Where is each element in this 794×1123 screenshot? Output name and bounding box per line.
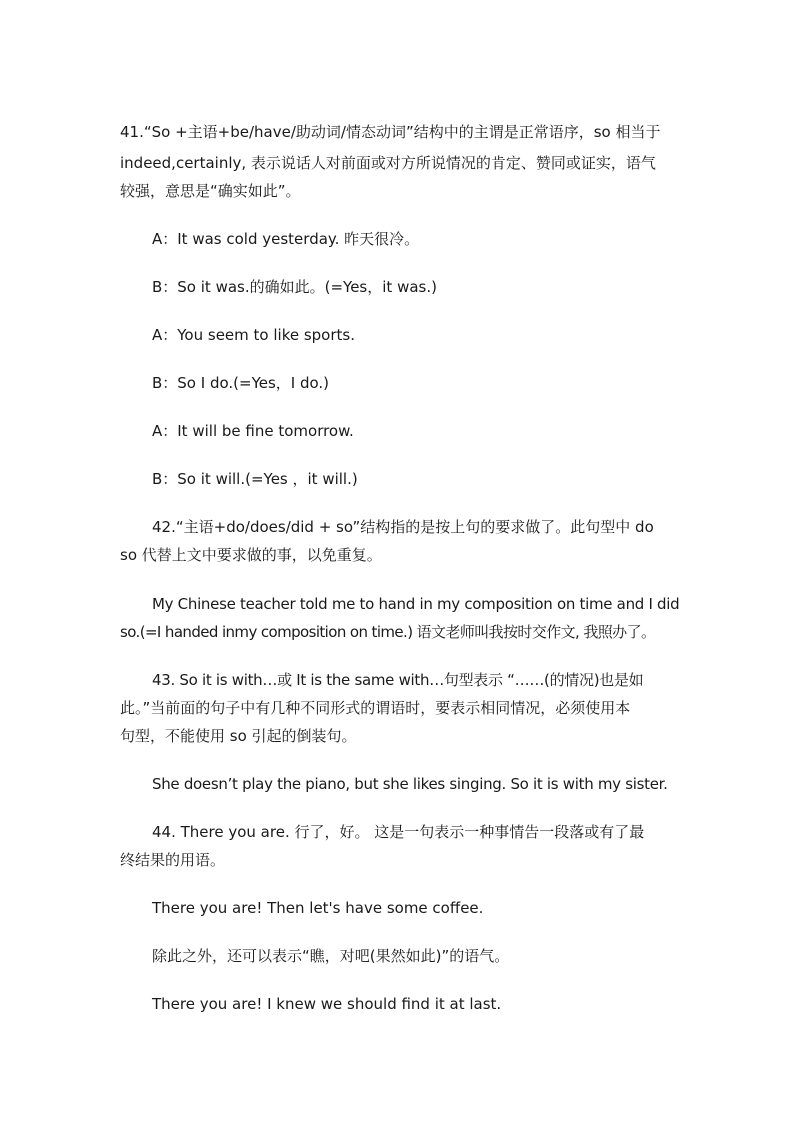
- item-42-line-2: so 代替上文中要求做的事，以免重复。: [120, 546, 382, 564]
- item-41-line-1: 41.“So +主语+be/have/助动词/情态动词”结构中的主谓是正常语序，so 相当于: [120, 123, 661, 141]
- item-42-example-2: so.(=I handed inmy composition on time.) 语文老师叫我按时交作文, 我照办了。: [120, 623, 656, 641]
- item-41-example-6: B：So it will.(=Yes ，it will.): [152, 470, 358, 488]
- item-44-example-2: 除此之外，还可以表示“瞧，对吧(果然如此)”的语气。: [152, 947, 510, 965]
- item-44-line-1: 44. There you are. 行了，好。 这是一句表示一种事情告一段落或有了最: [152, 823, 645, 841]
- item-42-line-1: 42.“主语+do/does/did + so”结构指的是按上句的要求做了。此句型中 do: [152, 518, 654, 536]
- item-41-example-3: A：You seem to like sports.: [152, 326, 355, 344]
- item-41-line-3: 较强，意思是“确实如此”。: [120, 182, 301, 200]
- item-43-line-3: 句型，不能使用 so 引起的倒装句。: [120, 727, 357, 745]
- item-41-example-2: B：So it was.的确如此。(=Yes，it was.): [152, 278, 437, 296]
- item-43-line-1: 43. So it is with…或 It is the same with…句型表示 “……(的情况)也是如: [152, 671, 644, 689]
- item-44-example-1: There you are! Then let's have some coffee.: [152, 899, 484, 917]
- item-44-example-3: There you are! I knew we should find it at last.: [152, 995, 502, 1013]
- item-44-line-2: 终结果的用语。: [120, 851, 226, 869]
- item-41-example-1: A：It was cold yesterday. 昨天很冷。: [152, 230, 420, 248]
- item-41-example-4: B：So I do.(=Yes，I do.): [152, 374, 330, 392]
- item-41-example-5: A：It will be fine tomorrow.: [152, 422, 354, 440]
- item-43-line-2: 此。”当前面的句子中有几种不同形式的谓语时，要表示相同情况，必须使用本: [120, 699, 631, 717]
- item-41-line-2: indeed,certainly, 表示说话人对前面或对方所说情况的肯定、赞同或证实，语气: [120, 154, 656, 172]
- item-42-example-1: My Chinese teacher told me to hand in my composition on time and I did: [152, 595, 680, 613]
- item-43-example-1: She doesn’t play the piano, but she likes singing. So it is with my sister.: [152, 775, 668, 793]
